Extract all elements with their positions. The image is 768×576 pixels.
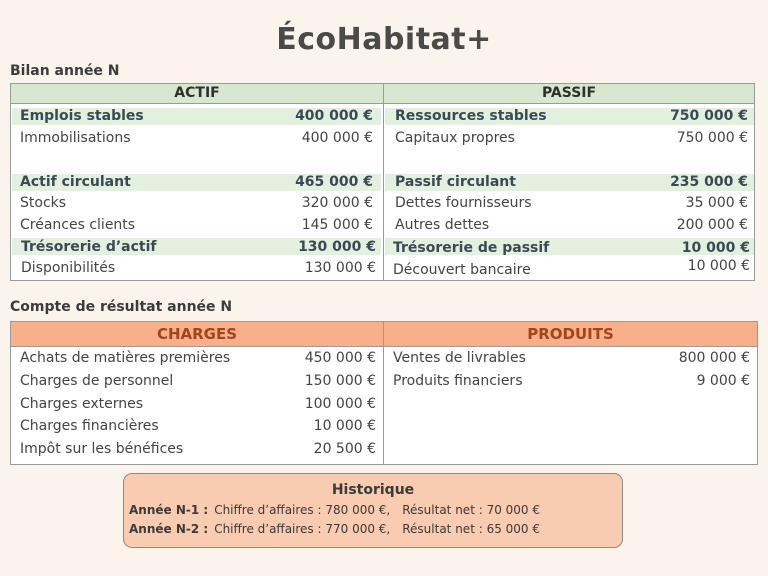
passif-fournisseurs: Dettes fournisseurs 35 000 € [395,195,748,211]
charge-financieres: Charges financières 10 000 € [20,418,376,434]
historique-title: Historique [331,482,415,498]
produits-header: PRODUITS [384,322,757,347]
page-title: ÉcoHabitat+ [276,22,492,57]
historique-n2: Année N-2 : Chiffre d’affaires : 770 000 €, Résultat net : 65 000 € [129,522,541,536]
actif-disponibilites: Disponibilités 130 000 € [21,260,376,276]
charge-externes: Charges externes 100 000 € [20,396,376,412]
column-divider [383,322,384,464]
passif-header: PASSIF [384,84,754,104]
actif-creances: Créances clients 145 000 € [20,217,373,233]
historique-n1: Année N-1 : Chiffre d’affaires : 780 000 €, Résultat net : 70 000 € [129,503,541,517]
bilan-heading: Bilan année N [10,63,120,79]
passif-capitaux: Capitaux propres 750 000 € [395,130,748,146]
charge-achats: Achats de matières premières 450 000 € [20,350,376,366]
charge-personnel: Charges de personnel 150 000 € [20,373,376,389]
actif-stocks: Stocks 320 000 € [20,195,373,211]
actif-circulant: Actif circulant 465 000 € [20,174,373,190]
passif-ressources-stables: Ressources stables 750 000 € [395,108,748,124]
charges-header: CHARGES [11,322,383,347]
actif-tresorerie: Trésorerie d’actif 130 000 € [21,239,376,255]
historique-box [123,473,623,548]
passif-tresorerie: Trésorerie de passif 10 000 € [393,240,750,256]
actif-emplois-stables: Emplois stables 400 000 € [20,108,373,124]
produit-financiers: Produits financiers 9 000 € [393,373,750,389]
passif-decouvert: Découvert bancaire 10 000 € [393,258,750,278]
actif-header: ACTIF [11,84,383,104]
column-divider [383,84,384,280]
charge-impot: Impôt sur les bénéfices 20 500 € [20,441,376,457]
compte-resultat-table [10,321,758,465]
compte-resultat-heading: Compte de résultat année N [10,299,233,315]
actif-immobilisations: Immobilisations 400 000 € [20,130,373,146]
produit-ventes: Ventes de livrables 800 000 € [393,350,750,366]
passif-circulant: Passif circulant 235 000 € [395,174,748,190]
passif-autres-dettes: Autres dettes 200 000 € [395,217,748,233]
bilan-table [10,83,755,281]
